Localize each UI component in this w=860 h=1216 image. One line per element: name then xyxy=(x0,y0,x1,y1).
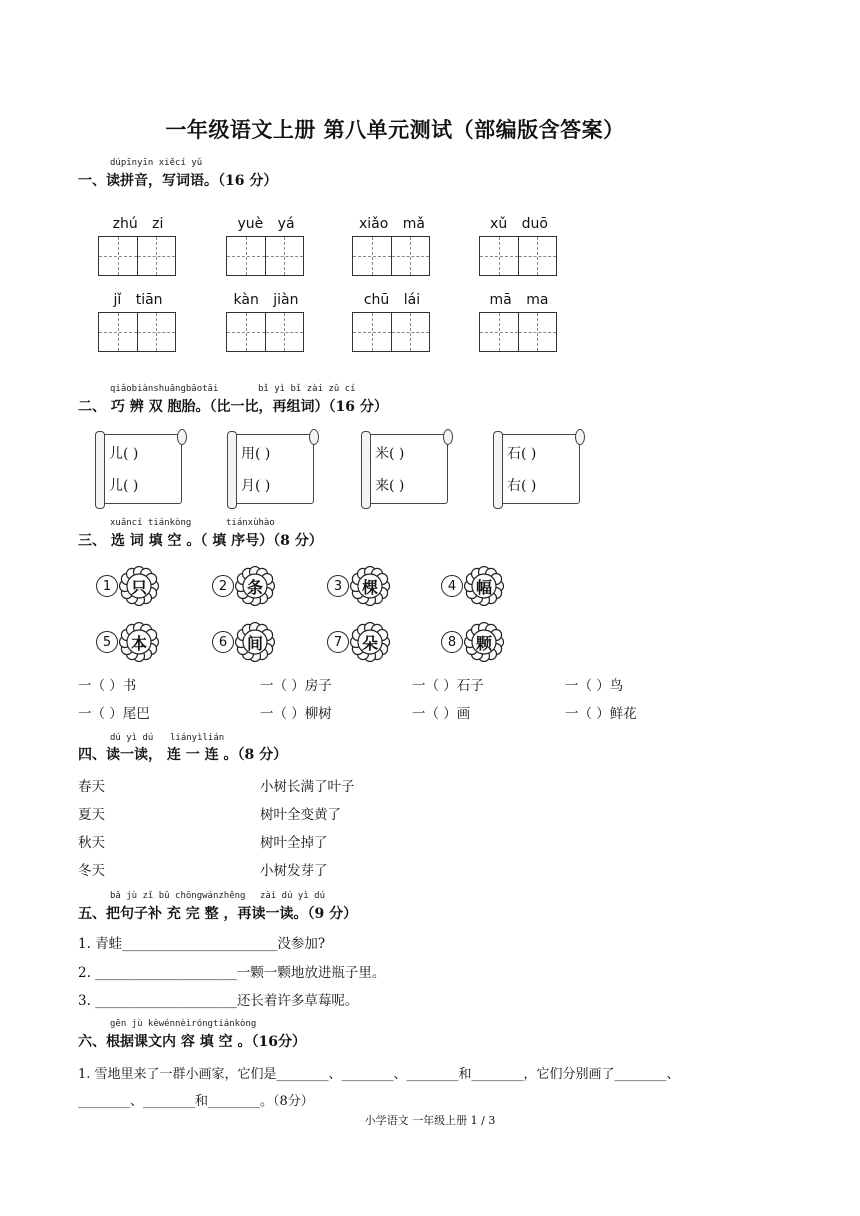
measure-word: 本 xyxy=(130,633,147,653)
pinyin-word xyxy=(479,216,559,276)
flower-icon xyxy=(350,622,390,662)
compare-word: 石( ) xyxy=(507,446,537,462)
compare-word: 用( ) xyxy=(241,446,271,462)
season-summer: 夏天 xyxy=(78,807,105,823)
pinyin-text: kàn jiàn xyxy=(233,292,299,308)
scroll-box xyxy=(498,434,580,504)
flower-option xyxy=(96,622,159,662)
pinyin-text: zhú zi xyxy=(112,216,164,232)
flower-option xyxy=(441,566,504,606)
blank-item[interactable]: 一（ ）画 xyxy=(412,706,471,722)
scroll-box xyxy=(366,434,448,504)
section6-pinyin: gēn jù kèwénnèiróngtiánkòng xyxy=(110,1019,257,1029)
flower-icon xyxy=(464,622,504,662)
writing-box[interactable] xyxy=(352,312,430,352)
pinyin-word xyxy=(98,292,178,352)
section6-heading: 六、根据课文内 容 填 空 。（16分） xyxy=(78,1034,306,1050)
pinyin-word xyxy=(98,216,178,276)
measure-word: 颗 xyxy=(475,633,492,653)
section5-pinyin-1: bǎ jù zǐ bǔ chōngwánzhěng xyxy=(110,891,246,901)
pinyin-text: xǔ duō xyxy=(490,216,548,232)
pinyin-text: jǐ tiān xyxy=(113,292,163,308)
flower-option xyxy=(441,622,504,662)
section5-heading: 五、把句子补 充 完 整 ，再读一读。（9 分） xyxy=(78,906,358,922)
pinyin-text: xiǎo mǎ xyxy=(359,216,425,232)
compare-word: 儿( ) xyxy=(109,446,139,462)
scroll-box xyxy=(232,434,314,504)
sentence-3: 3. _____________________还长着许多草莓呢。 xyxy=(78,993,359,1009)
pinyin-word xyxy=(352,216,432,276)
flower-icon xyxy=(119,622,159,662)
flower-icon xyxy=(119,566,159,606)
blank-item[interactable]: 一（ ）尾巴 xyxy=(78,706,150,722)
option-number: 3 xyxy=(327,575,349,597)
compare-word: 右( ) xyxy=(507,478,537,494)
measure-word: 幅 xyxy=(475,577,492,597)
pinyin-word xyxy=(226,216,306,276)
section4-heading: 四、读一读， 连 一 连 。（8 分） xyxy=(78,747,288,763)
match-item-4: 小树发芽了 xyxy=(260,863,328,879)
season-autumn: 秋天 xyxy=(78,835,105,851)
flower-option xyxy=(327,622,390,662)
option-number: 7 xyxy=(327,631,349,653)
option-number: 5 xyxy=(96,631,118,653)
blank-item[interactable]: 一（ ）鸟 xyxy=(565,678,624,694)
section3-pinyin-2: tiánxùhào xyxy=(226,518,275,528)
blank-item[interactable]: 一（ ）柳树 xyxy=(260,706,332,722)
section4-pinyin-1: dú yì dú xyxy=(110,733,154,743)
measure-word: 只 xyxy=(130,577,147,597)
pinyin-text: mā ma xyxy=(489,292,549,308)
option-number: 6 xyxy=(212,631,234,653)
section1-heading: 一、读拼音，写词语。（16 分） xyxy=(78,173,278,189)
match-item-1: 小树长满了叶子 xyxy=(260,779,355,795)
section2-pinyin-2: bǐ yì bǐ zài zǔ cí xyxy=(258,384,356,394)
section3-pinyin-1: xuǎncí tiánkòng xyxy=(110,518,192,528)
option-number: 2 xyxy=(212,575,234,597)
scroll-box xyxy=(100,434,182,504)
pinyin-word xyxy=(352,292,432,352)
page-title: 一年级语文上册 第八单元测试（部编版含答案） xyxy=(165,117,625,142)
page-footer: 小学语文 一年级上册 1 / 3 xyxy=(364,1114,496,1127)
option-number: 4 xyxy=(441,575,463,597)
option-number: 1 xyxy=(96,575,118,597)
blank-item[interactable]: 一（ ）书 xyxy=(78,678,137,694)
fill-line-1: 1. 雪地里来了一群小画家，它们是________、________、________和________，它们分别画了________、 xyxy=(78,1067,680,1082)
sentence-1: 1. 青蛙_______________________没参加? xyxy=(78,936,326,952)
pinyin-text: yuè yá xyxy=(237,216,295,232)
pinyin-word xyxy=(479,292,559,352)
writing-box[interactable] xyxy=(479,312,557,352)
measure-word: 朵 xyxy=(361,633,378,653)
flower-option xyxy=(212,622,275,662)
measure-word: 棵 xyxy=(361,577,378,597)
flower-icon xyxy=(235,622,275,662)
section1-pinyin: dúpīnyīn xiěcí yǔ xyxy=(110,158,203,168)
flower-icon xyxy=(464,566,504,606)
pinyin-text: chū lái xyxy=(363,292,421,308)
blank-item[interactable]: 一（ ）石子 xyxy=(412,678,484,694)
section2-pinyin-1: qiǎobiànshuāngbāotāi xyxy=(110,384,219,394)
match-item-2: 树叶全变黄了 xyxy=(260,807,341,823)
section3-heading: 三、 选 词 填 空 。（ 填 序号）（8 分） xyxy=(78,533,323,549)
writing-box[interactable] xyxy=(226,312,304,352)
flower-option xyxy=(212,566,275,606)
writing-box[interactable] xyxy=(98,236,176,276)
writing-box[interactable] xyxy=(479,236,557,276)
section5-pinyin-2: zài dú yì dú xyxy=(260,891,326,901)
section2-heading: 二、 巧 辨 双 胞胎。（比一比，再组词）（16 分） xyxy=(78,399,388,415)
season-winter: 冬天 xyxy=(78,863,105,879)
flower-icon xyxy=(350,566,390,606)
flower-option xyxy=(96,566,159,606)
compare-word: 月( ) xyxy=(241,478,271,494)
sentence-2: 2. _____________________一颗一颗地放进瓶子里。 xyxy=(78,965,386,981)
measure-word: 条 xyxy=(246,577,263,597)
option-number: 8 xyxy=(441,631,463,653)
compare-word: 儿( ) xyxy=(109,478,139,494)
compare-word: 来( ) xyxy=(375,478,405,494)
measure-word: 间 xyxy=(246,633,263,653)
match-item-3: 树叶全掉了 xyxy=(260,835,328,851)
season-spring: 春天 xyxy=(78,779,105,795)
writing-box[interactable] xyxy=(352,236,430,276)
flower-option xyxy=(327,566,390,606)
flower-icon xyxy=(235,566,275,606)
writing-box[interactable] xyxy=(98,312,176,352)
blank-item[interactable]: 一（ ）鲜花 xyxy=(565,706,637,722)
section4-pinyin-2: liányìlián xyxy=(170,733,225,743)
fill-line-2: ________、________和________。（8分） xyxy=(78,1094,314,1109)
compare-word: 米( ) xyxy=(375,446,405,462)
pinyin-word xyxy=(226,292,306,352)
blank-item[interactable]: 一（ ）房子 xyxy=(260,678,332,694)
writing-box[interactable] xyxy=(226,236,304,276)
